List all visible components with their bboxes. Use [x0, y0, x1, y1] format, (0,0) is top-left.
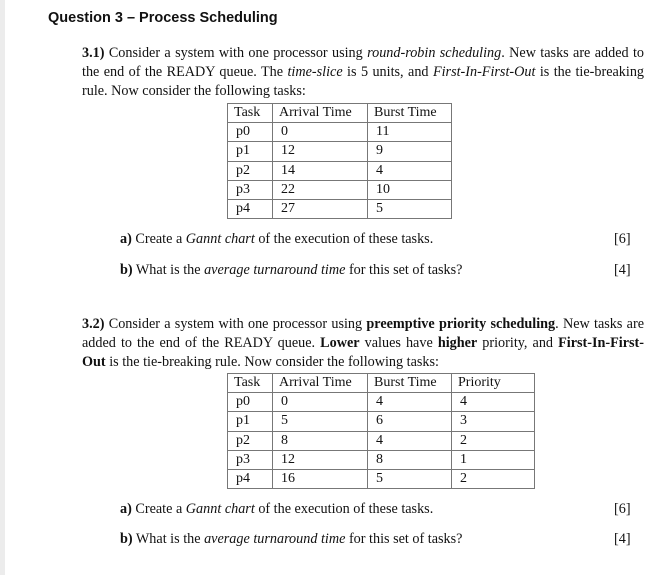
question-text: Create a — [131, 501, 186, 517]
table-header-row — [228, 104, 452, 123]
table-row — [228, 469, 535, 488]
table-cell: 5 — [368, 199, 452, 218]
table-row — [228, 142, 452, 161]
table-cell: p2 — [228, 431, 273, 450]
table-cell: 2 — [452, 431, 535, 450]
part1-text: Consider a system with one processor using — [104, 45, 368, 61]
table-cell: 3 — [452, 412, 535, 431]
table-cell: 9 — [368, 142, 452, 161]
question-text: average turnaround time — [204, 531, 346, 547]
table-cell: p3 — [228, 180, 273, 199]
part1-text: is 5 units, and — [342, 64, 433, 80]
table-cell: 4 — [452, 393, 535, 412]
question-label: b) — [120, 531, 133, 547]
part1-paragraph — [82, 44, 644, 101]
part2-number: 3.2) — [82, 316, 105, 332]
table-row — [228, 431, 535, 450]
table-row — [228, 123, 452, 142]
table-cell: 4 — [368, 393, 452, 412]
table-header-cell: Task — [228, 104, 273, 123]
table-row — [228, 199, 452, 218]
table-row — [228, 180, 452, 199]
table-cell: 12 — [273, 450, 368, 469]
part1-task-table — [227, 103, 452, 219]
table-row — [228, 412, 535, 431]
part1-question-b-marks: [4] — [614, 262, 631, 278]
table-cell: 14 — [273, 161, 368, 180]
table-cell: 8 — [368, 450, 452, 469]
table-header-cell: Arrival Time — [273, 374, 368, 393]
part2-text: values have — [359, 335, 438, 351]
question-text: of the execution of these tasks. — [254, 231, 434, 247]
part1-question-a — [120, 230, 433, 248]
part1-number: 3.1) — [82, 45, 105, 61]
part2-text: Consider a system with one processor using — [104, 316, 367, 332]
part2-text: is the tie-breaking rule. Now consider the following tasks: — [105, 354, 439, 370]
table-cell: 27 — [273, 199, 368, 218]
table-header-cell: Arrival Time — [273, 104, 368, 123]
question-label: a) — [120, 231, 132, 247]
table-row — [228, 450, 535, 469]
table-cell: p0 — [228, 123, 273, 142]
table-header-cell: Task — [228, 374, 273, 393]
table-header-cell: Burst Time — [368, 374, 452, 393]
table-cell: 4 — [368, 431, 452, 450]
part1-text: is the tie-breaking rule. Now consider the following tasks: — [82, 64, 645, 99]
part1-text: First-In-First-Out — [432, 64, 536, 80]
question-text: of the execution of these tasks. — [254, 501, 434, 517]
question-text: What is the — [132, 262, 205, 278]
part1-text: time-slice — [287, 64, 343, 80]
part2-text: First-In-First-Out — [82, 335, 644, 370]
part2-text: priority, and — [477, 335, 559, 351]
table-cell: p3 — [228, 450, 273, 469]
question-label: b) — [120, 262, 133, 278]
table-cell: p4 — [228, 199, 273, 218]
table-cell: 22 — [273, 180, 368, 199]
question-text: Create a — [131, 231, 186, 247]
question-title: Question 3 – Process Scheduling — [48, 10, 278, 26]
table-cell: 0 — [273, 123, 368, 142]
question-label: a) — [120, 501, 132, 517]
table-cell: 5 — [273, 412, 368, 431]
part2-question-b-marks: [4] — [614, 531, 631, 547]
part2-text: . New tasks are added to the end of the READY queue. — [82, 316, 644, 351]
table-cell: 5 — [368, 469, 452, 488]
table-cell: p1 — [228, 412, 273, 431]
table-cell: 1 — [452, 450, 535, 469]
table-cell: 16 — [273, 469, 368, 488]
table-cell: 0 — [273, 393, 368, 412]
table-row — [228, 393, 535, 412]
table-cell: 8 — [273, 431, 368, 450]
part2-text: higher — [437, 335, 478, 351]
table-row — [228, 161, 452, 180]
table-cell: 6 — [368, 412, 452, 431]
table-header-cell: Priority — [452, 374, 535, 393]
part2-text: preemptive priority scheduling — [366, 316, 556, 332]
table-cell: 12 — [273, 142, 368, 161]
question-text: Gannt chart — [185, 501, 255, 517]
table-cell: p1 — [228, 142, 273, 161]
part2-question-a — [120, 500, 433, 518]
table-cell: 4 — [368, 161, 452, 180]
table-cell: p4 — [228, 469, 273, 488]
question-text: average turnaround time — [204, 262, 346, 278]
part2-paragraph — [82, 315, 644, 372]
part1-question-a-marks: [6] — [614, 231, 631, 247]
question-text: for this set of tasks? — [345, 262, 463, 278]
part1-text: . New tasks are added to the end of the READY queue. The — [82, 45, 644, 80]
part1-question-b — [120, 261, 462, 279]
page-edge — [0, 0, 5, 575]
table-cell: p0 — [228, 393, 273, 412]
table-cell: p2 — [228, 161, 273, 180]
question-text: What is the — [132, 531, 205, 547]
part2-text: Lower — [320, 335, 360, 351]
table-cell: 2 — [452, 469, 535, 488]
table-cell: 10 — [368, 180, 452, 199]
part2-question-a-marks: [6] — [614, 501, 631, 517]
table-header-cell: Burst Time — [368, 104, 452, 123]
part1-text: round-robin scheduling — [367, 45, 502, 61]
question-text: Gannt chart — [185, 231, 255, 247]
table-header-row — [228, 374, 535, 393]
part2-question-b — [120, 530, 462, 548]
table-cell: 11 — [368, 123, 452, 142]
question-text: for this set of tasks? — [345, 531, 463, 547]
part2-task-table — [227, 373, 535, 489]
